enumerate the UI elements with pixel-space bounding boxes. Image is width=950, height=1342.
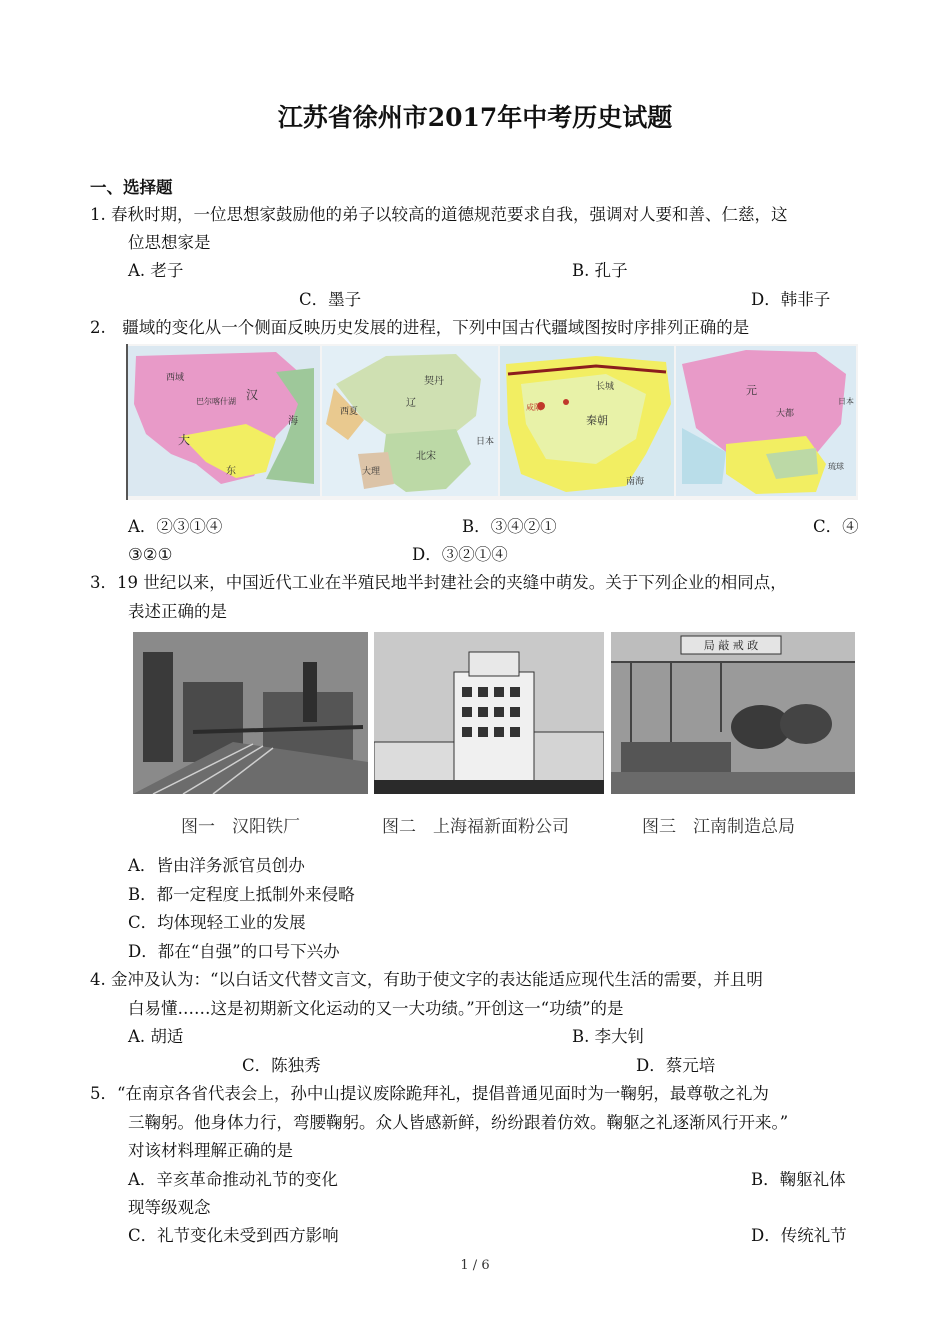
q4-option-b[interactable]: B. 李大钊 <box>572 1027 645 1046</box>
map4-label-1: 大都 <box>776 409 795 419</box>
territory-maps-figure <box>126 344 858 500</box>
q5-option-c[interactable]: C．礼节变化未受到西方影响 <box>128 1226 339 1245</box>
map1-label-1: 巴尔喀什湖 <box>196 397 236 406</box>
q1-option-c[interactable]: C．墨子 <box>299 290 362 309</box>
q1-stem-line1: 1. 春秋时期，一位思想家鼓励他的弟子以较高的道德规范要求自我，强调对人要和善、仁慈，这 <box>90 205 788 224</box>
map2-label-2: 北宋 <box>416 451 436 462</box>
q2-option-a[interactable]: A．②③①④ <box>128 517 223 536</box>
fuxin-flour-mill-photo <box>374 632 604 794</box>
map3-label-2: 南海 <box>626 477 645 487</box>
q2-option-c[interactable]: C．④ <box>813 517 859 536</box>
territory-map-3 <box>500 346 674 496</box>
q2-option-b[interactable]: B．③④②① <box>462 517 557 536</box>
map2-label-1: 辽 <box>406 398 416 409</box>
map4-label-2: 日本 <box>838 397 854 406</box>
q3-stem-line2: 表述正确的是 <box>128 602 227 621</box>
hanyang-ironworks-photo <box>133 632 368 794</box>
q2-option-d[interactable]: D．③②①④ <box>412 545 508 564</box>
map2-label-3: 西夏 <box>340 407 359 417</box>
map1-label-3: 海 <box>288 416 298 427</box>
map3-label-1: 秦朝 <box>586 414 608 427</box>
q4-option-a[interactable]: A. 胡适 <box>128 1027 184 1046</box>
q4-stem-line1: 4. 金冲及认为：“以白话文代替文言文，有助于使文字的表达能适应现代生活的需要，并且明 <box>90 970 763 989</box>
map2-label-4: 大理 <box>362 467 381 477</box>
territory-map-4 <box>676 346 856 496</box>
map2-label-5: 日本 <box>476 437 495 447</box>
q5-option-b[interactable]: B．鞠躯礼体 <box>751 1170 846 1189</box>
map4-label-3: 琉球 <box>828 462 844 471</box>
map3-label-3: 咸阳 <box>526 403 542 412</box>
page-number: 1 / 6 <box>460 1258 490 1273</box>
q4-option-d[interactable]: D．蔡元培 <box>636 1056 716 1075</box>
map4-label-0: 元 <box>746 384 757 397</box>
workshop-sign-text: 局 敲 戒 政 <box>703 639 759 652</box>
map1-label-5: 东 <box>226 466 236 477</box>
q1-option-a[interactable]: A. 老子 <box>128 261 184 280</box>
q4-stem-line2: 白易懂……这是初期新文化运动的又一大功绩。”开创这一“功绩”的是 <box>128 999 624 1018</box>
q3-option-b[interactable]: B．都一定程度上抵制外来侵略 <box>128 885 355 904</box>
q5-stem-line3: 对该材料理解正确的是 <box>128 1141 293 1160</box>
map1-label-2: 汉 <box>246 388 259 402</box>
q1-option-d[interactable]: D．韩非子 <box>751 290 831 309</box>
territory-map-1 <box>128 346 320 496</box>
q5-option-a[interactable]: A．辛亥革命推动礼节的变化 <box>128 1170 338 1189</box>
territory-map-2 <box>322 346 498 496</box>
q5-option-b-continued: 现等级观念 <box>128 1198 211 1217</box>
q3-stem-line1: 3．19 世纪以来，中国近代工业在半殖民地半封建社会的夹缝中萌发。关于下列企业的相同点， <box>90 573 787 592</box>
q1-option-b[interactable]: B. 孔子 <box>572 261 628 280</box>
photo1-caption: 图一 汉阳铁厂 <box>181 817 300 837</box>
q2-stem: 2. 疆域的变化从一个侧面反映历史发展的进程，下列中国古代疆域图按时序排列正确的是 <box>90 318 750 337</box>
q1-stem-line2: 位思想家是 <box>128 233 211 252</box>
map2-label-0: 契丹 <box>424 376 444 387</box>
q2-option-c-continued: ③②① <box>128 545 173 564</box>
map1-label-4: 大 <box>178 433 191 447</box>
q5-stem-line2: 三鞠躬。他身体力行，弯腰鞠躬。众人皆感新鲜，纷纷跟着仿效。鞠躯之礼逐渐风行开来。” <box>128 1113 789 1132</box>
photo2-caption: 图二 上海福新面粉公司 <box>382 817 569 837</box>
jiangnan-arsenal-photo <box>611 632 855 794</box>
q3-option-d[interactable]: D．都在“自强”的口号下兴办 <box>128 942 340 961</box>
map3-label-0: 长城 <box>596 382 615 392</box>
page-title: 江苏省徐州市2017年中考历史试题 <box>277 103 673 132</box>
section-heading: 一、选择题 <box>90 178 173 197</box>
q4-option-c[interactable]: C．陈独秀 <box>242 1056 321 1075</box>
q5-option-d[interactable]: D．传统礼节 <box>751 1226 847 1245</box>
q3-option-c[interactable]: C．均体现轻工业的发展 <box>128 913 306 932</box>
map1-label-0: 西域 <box>166 373 185 383</box>
photo3-caption: 图三 江南制造总局 <box>642 817 795 837</box>
q5-stem-line1: 5．“在南京各省代表会上，孙中山提议废除跪拜礼，提倡普通见面时为一鞠躬，最尊敬之礼为 <box>90 1084 769 1103</box>
q3-option-a[interactable]: A．皆由洋务派官员创办 <box>128 856 305 875</box>
